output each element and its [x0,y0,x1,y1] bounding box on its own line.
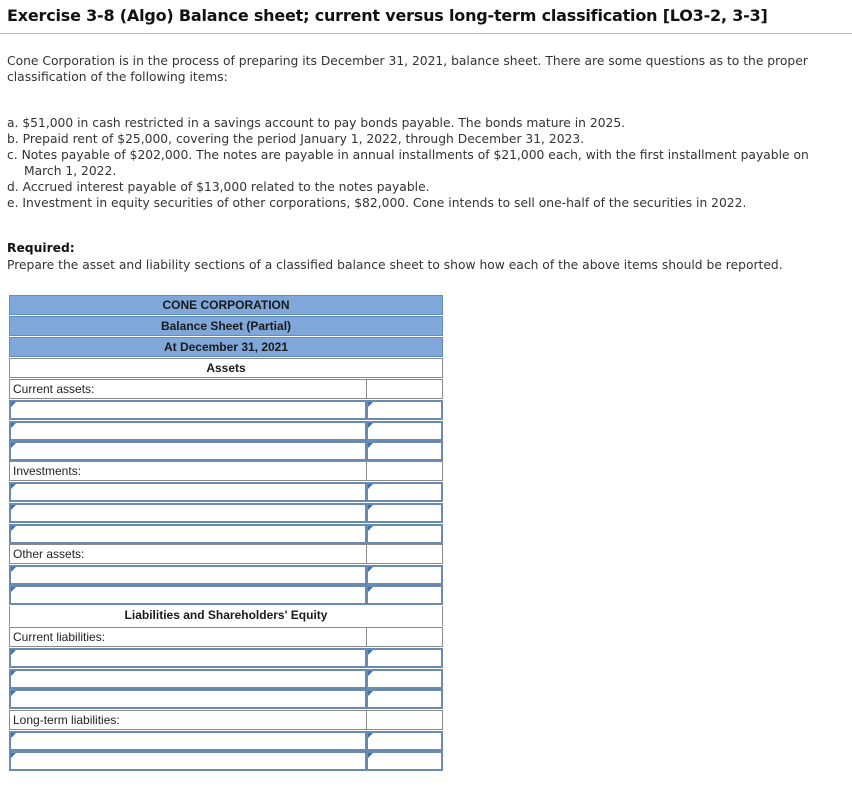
other-assets-amount-input[interactable] [366,565,443,585]
other-assets-account-input[interactable] [9,585,367,605]
dropdown-marker-icon [11,526,16,531]
dropdown-marker-icon [368,671,373,676]
dropdown-marker-icon [11,753,16,758]
long-term-liabilities-amount-input[interactable] [366,751,443,771]
long-term-liabilities-label: Long-term liabilities: [9,710,367,730]
dropdown-marker-icon [11,423,16,428]
dropdown-marker-icon [368,423,373,428]
current-assets-account-input[interactable] [9,400,367,420]
current-liabilities-label: Current liabilities: [9,627,367,647]
dropdown-marker-icon [368,733,373,738]
dropdown-marker-icon [11,402,16,407]
list-item: c. Notes payable of $202,000. The notes are payable in annual installments of $21,000 each, with the first installment payable on March 1, 2022. [7,148,809,178]
statement-date: At December 31, 2021 [9,337,443,357]
other-assets-amount-input[interactable] [366,585,443,605]
current-liabilities-amount-cell [366,627,443,647]
long-term-liabilities-amount-input[interactable] [366,731,443,751]
current-assets-amount-cell [366,379,443,399]
current-assets-amount-input[interactable] [366,400,443,420]
required-text: Prepare the asset and liability sections of a classified balance sheet to show how each of the above items should be reported. [7,258,783,272]
title-divider [0,33,852,34]
dropdown-marker-icon [11,443,16,448]
investments-account-input[interactable] [9,503,367,523]
dropdown-marker-icon [11,505,16,510]
dropdown-marker-icon [368,587,373,592]
company-name: CONE CORPORATION [9,295,443,315]
dropdown-marker-icon [11,671,16,676]
investments-account-input[interactable] [9,524,367,544]
dropdown-marker-icon [11,691,16,696]
dropdown-marker-icon [368,567,373,572]
required-heading: Required: [7,241,75,255]
list-item: a. $51,000 in cash restricted in a savings account to pay bonds payable. The bonds mature in 2025. [7,116,626,130]
dropdown-marker-icon [11,587,16,592]
other-assets-amount-cell [366,544,443,564]
dropdown-marker-icon [368,484,373,489]
current-liabilities-account-input[interactable] [9,648,367,668]
current-assets-account-input[interactable] [9,441,367,461]
current-assets-account-input[interactable] [9,421,367,441]
current-liabilities-amount-input[interactable] [366,648,443,668]
exercise-title: Exercise 3-8 (Algo) Balance sheet; current versus long-term classification [LO3-2, 3-3] [7,6,768,25]
dropdown-marker-icon [368,443,373,448]
dropdown-marker-icon [368,650,373,655]
long-term-liabilities-account-input[interactable] [9,751,367,771]
list-item: b. Prepaid rent of $25,000, covering the period January 1, 2022, through December 31, 2023. [7,132,585,146]
long-term-liabilities-amount-cell [366,710,443,730]
dropdown-marker-icon [11,567,16,572]
long-term-liabilities-account-input[interactable] [9,731,367,751]
dropdown-marker-icon [368,402,373,407]
balance-sheet-table [9,295,443,772]
dropdown-marker-icon [11,484,16,489]
investments-amount-input[interactable] [366,482,443,502]
liabilities-heading: Liabilities and Shareholders' Equity [9,606,443,626]
current-assets-amount-input[interactable] [366,441,443,461]
dropdown-marker-icon [11,733,16,738]
intro-paragraph: Cone Corporation is in the process of preparing its December 31, 2021, balance sheet. There are some questions as to the proper classification of the following items: [7,54,808,84]
current-liabilities-amount-input[interactable] [366,669,443,689]
list-item: e. Investment in equity securities of other corporations, $82,000. Cone intends to sell one-half of the securities in 2022. [7,196,747,210]
other-assets-account-input[interactable] [9,565,367,585]
investments-label: Investments: [9,461,367,481]
list-item: d. Accrued interest payable of $13,000 related to the notes payable. [7,180,430,194]
dropdown-marker-icon [368,526,373,531]
other-assets-label: Other assets: [9,544,367,564]
dropdown-marker-icon [11,650,16,655]
investments-account-input[interactable] [9,482,367,502]
current-liabilities-amount-input[interactable] [366,689,443,709]
investments-amount-cell [366,461,443,481]
current-liabilities-account-input[interactable] [9,669,367,689]
dropdown-marker-icon [368,691,373,696]
item-list [7,115,842,211]
statement-name: Balance Sheet (Partial) [9,316,443,336]
current-assets-amount-input[interactable] [366,421,443,441]
investments-amount-input[interactable] [366,503,443,523]
current-assets-label: Current assets: [9,379,367,399]
dropdown-marker-icon [368,505,373,510]
dropdown-marker-icon [368,753,373,758]
current-liabilities-account-input[interactable] [9,689,367,709]
investments-amount-input[interactable] [366,524,443,544]
assets-heading: Assets [9,358,443,378]
